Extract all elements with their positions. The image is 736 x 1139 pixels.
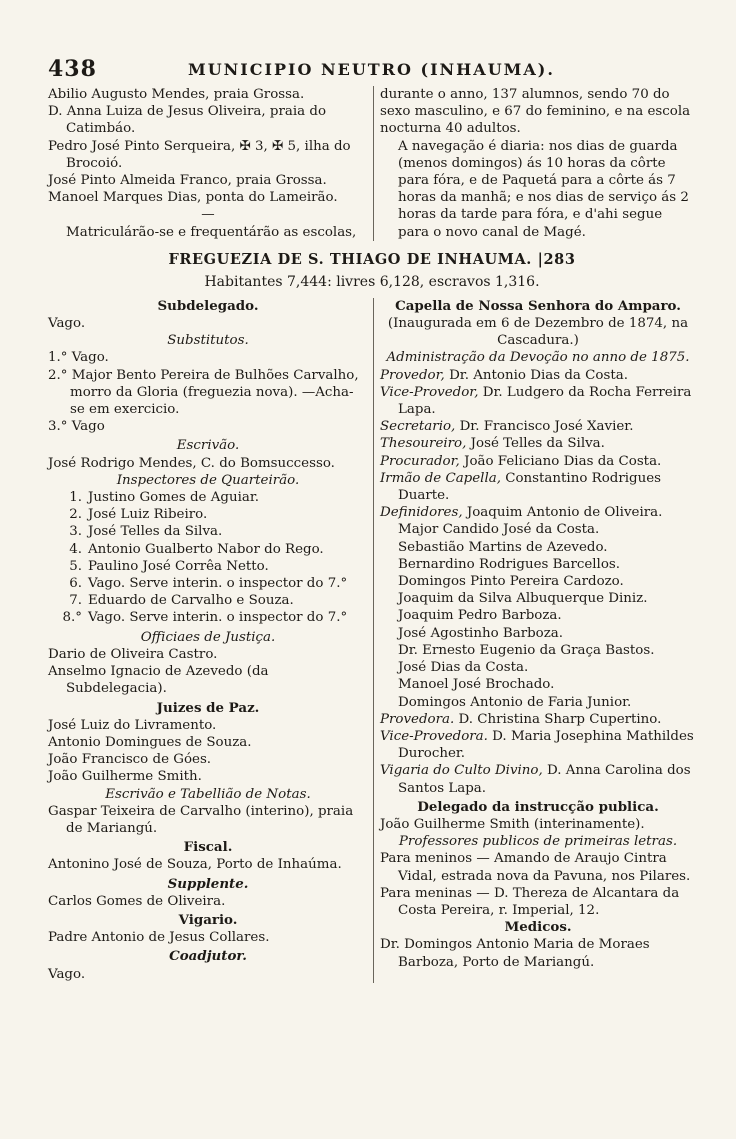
inspectores-list <box>48 489 368 627</box>
teacher-entry: Pedro José Pinto Serqueira, ✠ 3, ✠ 5, ilha do Brocoió. <box>48 138 351 171</box>
navigation-paragraph: A navegação é diaria: nos dias de guarda (menos domingos) ás 10 horas da côrte para fóra, e de Paquetá para a côrte ás 7 horas da manhã; e nos dias de serviço ás 2 horas da tarde para fóra, e d'ahi segue para o novo canal de Magé. <box>398 138 689 240</box>
juiz-entry: Antonio Domingues de Souza. <box>48 734 252 750</box>
list-item: 2. José Luiz Ribeiro. <box>69 507 208 523</box>
thesoureiro-entry: Thesoureiro, José Telles da Silva. <box>380 436 605 452</box>
teacher-entry: D. Anna Luiza de Jesus Oliveira, praia do Catimbáo. <box>48 104 327 137</box>
juiz-entry: José Luiz do Livramento. <box>48 717 217 733</box>
subdelegado-heading: Subdelegado. <box>157 297 259 314</box>
definidor-item: Domingos Antonio de Faria Junior. <box>398 694 632 710</box>
substituto-entry: 1.° Vago. <box>48 350 109 366</box>
delegado-heading: Delegado da instrucção publica. <box>417 798 659 815</box>
juiz-entry: João Francisco de Góes. <box>48 752 212 768</box>
fiscal-value: Antonino José de Souza, Porto de Inhaúma. <box>48 857 342 873</box>
top-right-column <box>373 86 696 241</box>
juiz-entry: João Guilherme Smith. <box>48 769 202 785</box>
meninos-entry: Para meninos — Amando de Araujo Cintra Vidal, estrada nova da Pavuna, nos Pilares. <box>380 851 691 884</box>
administracao-heading: Administração da Devoção no anno de 1875. <box>386 350 690 366</box>
irmao-entry: Irmão de Capella, Constantino Rodrigues Duarte. <box>380 470 662 504</box>
parish-body <box>48 298 696 983</box>
list-item: 5. Paulino José Corrêa Netto. <box>69 558 269 574</box>
list-item: 8.° Vago. Serve interin. o inspector do 7.° <box>62 610 348 626</box>
definidores-entry: Definidores, Joaquim Antonio de Oliveira. <box>380 505 663 521</box>
escrivao-heading: Escrivão. <box>176 438 240 454</box>
inspectores-heading: Inspectores de Quarteirão. <box>116 472 300 488</box>
page-header <box>48 56 696 86</box>
escrivao-value: José Rodrigo Mendes, C. do Bomsuccesso. <box>48 455 335 471</box>
tabelliao-heading: Escrivão e Tabellião de Notas. <box>105 786 311 802</box>
supplente-heading: Supplente. <box>167 875 249 892</box>
definidor-item: Domingos Pinto Pereira Cardozo. <box>398 574 624 590</box>
provedora-entry: Provedora. D. Christina Sharp Cupertino. <box>380 711 662 727</box>
supplente-value: Carlos Gomes de Oliveira. <box>48 893 226 909</box>
definidor-item: Manoel José Brochado. <box>398 677 555 693</box>
vigario-heading: Vigario. <box>178 911 238 928</box>
capella-heading: Capella de Nossa Senhora do Amparo. <box>395 297 681 314</box>
subdelegado-value: Vago. <box>48 316 86 332</box>
substituto-entry: 3.° Vago <box>48 419 105 435</box>
definidor-item: José Dias da Costa. <box>398 660 529 676</box>
page <box>48 56 696 983</box>
substitutos-heading: Substitutos. <box>167 333 249 349</box>
parish-title: FREGUEZIA DE S. THIAGO DE INHAUMA. |283 <box>168 250 576 268</box>
vice-provedora-entry: Vice-Provedora. D. Maria Josephina Mathildes Durocher. <box>380 728 694 762</box>
definidor-item: Joaquim Pedro Barboza. <box>398 608 562 624</box>
official-entry: Dario de Oliveira Castro. <box>48 646 218 662</box>
definidor-item: Dr. Ernesto Eugenio da Graça Bastos. <box>398 642 655 658</box>
running-title: MUNICIPIO NEUTRO (INHAUMA). <box>188 60 555 79</box>
official-entry: Anselmo Ignacio de Azevedo (da Subdelegacia). <box>48 664 269 697</box>
delegado-value: João Guilherme Smith (interinamente). <box>380 816 645 832</box>
secretario-entry: Secretario, Dr. Francisco José Xavier. <box>380 419 634 435</box>
vigario-value: Padre Antonio de Jesus Collares. <box>48 930 270 946</box>
teacher-entry: Manoel Marques Dias, ponta do Lameirão. <box>48 190 338 206</box>
right-column <box>373 298 696 983</box>
capella-subtitle: (Inaugurada em 6 de Dezembro de 1874, na Cascadura.) <box>387 316 689 349</box>
substituto-entry: 2.° Major Bento Pereira de Bulhões Carvalho, morro da Gloria (freguezia nova). —Acha-se em exercicio. <box>48 367 359 418</box>
top-left-column <box>48 86 368 241</box>
fiscal-heading: Fiscal. <box>183 839 233 856</box>
definidor-item: Sebastião Martins de Azevedo. <box>398 539 608 555</box>
medico-entry: Dr. Domingos Antonio Maria de Moraes Barboza, Porto de Mariangú. <box>380 937 650 970</box>
top-continuation <box>48 86 696 241</box>
vigaria-entry: Vigaria do Culto Divino, D. Anna Carolina dos Santos Lapa. <box>380 763 691 796</box>
medicos-heading: Medicos. <box>504 919 572 936</box>
definidor-item: José Agostinho Barboza. <box>398 625 564 641</box>
provedor-entry: Provedor, Dr. Antonio Dias da Costa. <box>380 367 628 383</box>
definidor-item: Bernardino Rodrigues Barcellos. <box>398 556 621 572</box>
page-number: 438 <box>48 56 97 82</box>
tabelliao-value: Gaspar Teixeira de Carvalho (interino), praia de Mariangú. <box>48 803 354 836</box>
professores-heading: Professores publicos de primeiras letras. <box>398 834 678 850</box>
vice-provedor-entry: Vice-Provedor, Dr. Ludgero da Rocha Ferreira Lapa. <box>380 384 692 418</box>
separator-dash: — <box>201 207 215 223</box>
meninas-entry: Para meninas — D. Thereza de Alcantara da Costa Pereira, r. Imperial, 12. <box>380 885 680 918</box>
list-item: 4. Antonio Gualberto Nabor do Rego. <box>69 541 324 557</box>
enrollment-continuation: durante o anno, 137 alumnos, sendo 70 do sexo masculino, e 67 do feminino, e na escola nocturna 40 adultos. <box>380 87 691 137</box>
list-item: 7. Eduardo de Carvalho e Souza. <box>69 593 294 609</box>
list-item: 3. José Telles da Silva. <box>69 524 223 540</box>
list-item: 1. Justino Gomes de Aguiar. <box>69 490 260 506</box>
coadjutor-value: Vago. <box>48 966 86 982</box>
definidor-item: Joaquim da Silva Albuquerque Diniz. <box>398 591 648 607</box>
definidor-item: Major Candido José da Costa. <box>398 522 600 538</box>
inhabitants-line: Habitantes 7,444: livres 6,128, escravos 1,316. <box>204 273 540 290</box>
list-item: 6. Vago. Serve interin. o inspector do 7.° <box>69 576 348 592</box>
juizes-heading: Juizes de Paz. <box>156 699 260 716</box>
enrollment-text: Matriculárão-se e frequentárão as escolas, <box>66 224 357 240</box>
procurador-entry: Procurador, João Feliciano Dias da Costa. <box>380 453 662 469</box>
teacher-entry: Abilio Augusto Mendes, praia Grossa. <box>48 87 305 102</box>
teacher-entry: José Pinto Almeida Franco, praia Grossa. <box>48 173 327 189</box>
officiaes-heading: Officiaes de Justiça. <box>140 629 276 645</box>
coadjutor-heading: Coadjutor. <box>169 948 247 965</box>
left-column <box>48 298 368 983</box>
